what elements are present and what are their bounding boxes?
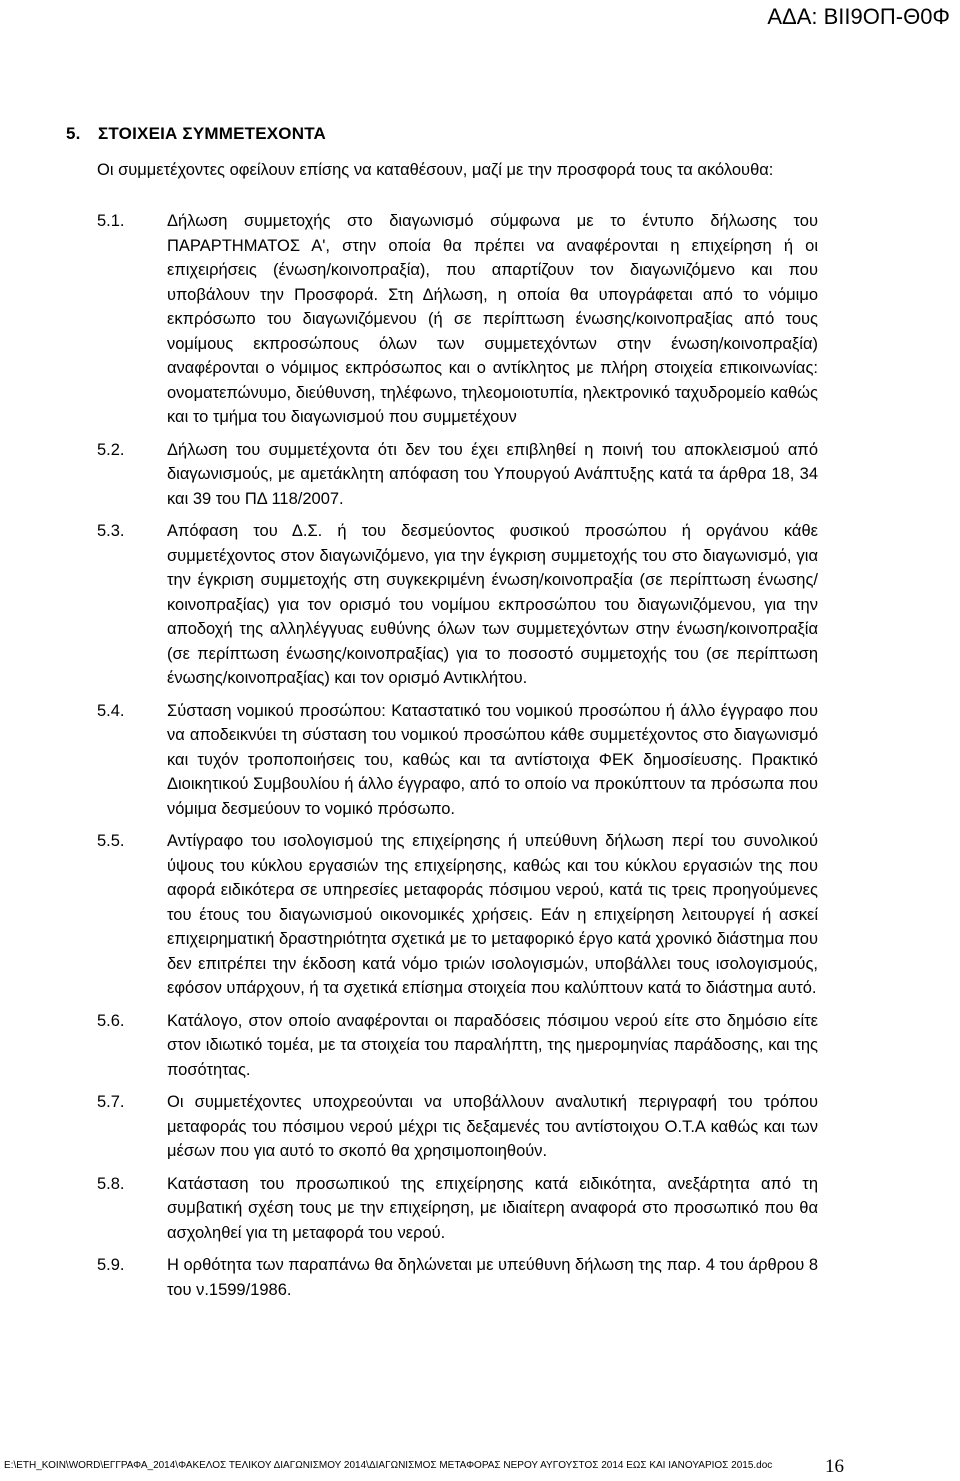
item-text: Δήλωση συμμετοχής στο διαγωνισμό σύμφωνα με το έντυπο δήλωσης του ΠΑΡΑΡΤΗΜΑΤΟΣ Α', στην οποία θα πρέπει να αναφέρονται η επιχείρηση ή οι επιχειρήσεις (ένωση/κοινοπραξία), που απαρτίζουν τον διαγωνιζόμενο και που υποβάλουν την Προσφορά. Στη Δήλωση, η οποία θα υπογράφεται από το νόμιμο εκπρόσωπο του διαγωνιζόμενου (ή σε περίπτωση ένωσης/κοινοπραξίας από τους νομίμους εκπροσώπους όλων των συμμετεχόντων στην ένωση/κοινοπραξία) αναφέρονται ο νόμιμος εκπρόσωπος και ο αντίκλητος με πλήρη στοιχεία επικοινωνίας: ονοματεπώνυμο, διεύθυνση, τηλέφωνο, τηλεομοιοτυπία, ηλεκτρονικό ταχυδρομείο καθώς και το τμήμα του διαγωνισμού που συμμετέχουν <box>167 212 818 426</box>
item-text: Αντίγραφο του ισολογισμού της επιχείρησης ή υπεύθυνη δήλωση περί του συνολικού ύψους του κύκλου εργασιών της επιχείρησης, καθώς και του κύκλου εργασιών της που αφορά ειδικότερα σε υπηρεσίες μεταφοράς πόσιμου νερού, κατά τις τρεις προηγούμενες του έτους του διαγωνισμού οικονομικές χρήσεις. Εάν η επιχείρηση λειτουργεί ή ασκεί επιχειρηματική δραστηριότητα σχετικά με το μεταφορικό έργο κατά χρονικό διάστημα που δεν επιτρέπει την έκδοση κατά νόμο τριών ισολογισμών, υποβάλλει τους ισολογισμούς, εφόσον υπάρχουν, ή τα σχετικά επίσημα στοιχεία που καλύπτουν κατά το διάστημα αυτό. <box>167 832 818 997</box>
item-number: 5.2. <box>97 440 125 459</box>
section-number: 5. <box>66 124 81 143</box>
item-text: Απόφαση του Δ.Σ. ή του δεσμεύοντος φυσικού προσώπου ή οργάνου κάθε συμμετέχοντος στον διαγωνιζόμενο, για την έγκριση συμμετοχής του στο διαγωνισμό, για την έγκριση συμμετοχής στη συγκεκριμένη ένωση/κοινοπραξία (σε περίπτωση ένωσης/κοινοπραξίας) για τον ορισμό του νομίμου εκπροσώπου του διαγωνιζόμενου, για την αποδοχή της αλληλέγγυας ευθύνης όλων των συμμετεχόντων στην ένωση/κοινοπραξία (σε περίπτωση ένωσης/κοινοπραξίας) για το ποσοστό συμμετοχής του (σε περίπτωση ένωσης/κοινοπραξίας) και τον ορισμό Αντικλήτου. <box>167 522 818 687</box>
item-number: 5.6. <box>97 1011 125 1030</box>
item-text: Δήλωση του συμμετέχοντα ότι δεν του έχει επιβληθεί η ποινή του αποκλεισμού από διαγωνισμούς, με αμετάκλητη απόφαση του Υπουργού Ανάπτυξης κατά τα άρθρα 18, 34 και 39 του ΠΔ 118/2007. <box>167 440 818 508</box>
list-item <box>66 699 818 822</box>
list-item <box>66 1009 818 1083</box>
list-item <box>66 1253 818 1302</box>
item-text: Η ορθότητα των παραπάνω θα δηλώνεται με υπεύθυνη δήλωση της παρ. 4 του άρθρου 8 του ν.1599/1986. <box>167 1256 818 1299</box>
item-number: 5.3. <box>97 522 125 540</box>
item-number: 5.9. <box>97 1256 125 1274</box>
list-item <box>66 829 818 1001</box>
document-code: ΑΔΑ: ΒΙΙ9ΟΠ-Θ0Φ <box>767 4 950 29</box>
list-item <box>66 519 818 691</box>
item-text: Οι συμμετέχοντες υποχρεούνται να υποβάλλουν αναλυτική περιγραφή του τρόπου μεταφοράς του πόσιμου νερού μέχρι τις δεξαμενές του αντίστοιχου Ο.Τ.Α καθώς και των μέσων που για αυτό το σκοπό θα χρησιμοποιηθούν. <box>167 1093 818 1160</box>
section-heading <box>66 124 326 144</box>
footer-file-path: E:\ΕΤΗ_ΚΟΙΝ\WORD\ΕΓΓΡΑΦΑ_2014\ΦΑΚΕΛΟΣ ΤΕΛΙΚΟΥ ΔΙΑΓΩΝΙΣΜΟΥ 2014\ΔΙΑΓΩΝΙΣΜΟΣ ΜΕΤΑΦΟΡΑΣ ΝΕΡΟΥ ΑΥΓΟΥΣΤΟΣ 2014 ΕΩΣ ΚΑΙ ΙΑΝΟΥΑΡΙΟΣ 2015.doc <box>4 1460 773 1471</box>
item-text: Σύσταση νομικού προσώπου: Καταστατικό του νομικού προσώπου ή άλλο έγγραφο που να αποδεικνύει τη σύσταση του νομικού προσώπου κάθε συμμετέχοντος στο διαγωνισμό και τυχόν τροποποιήσεις του, καθώς και τα αντίστοιχα ΦΕΚ δημοσίευσης. Πρακτικό Διοικητικού Συμβουλίου ή άλλο έγγραφο, από το οποίο να προκύπτουν τα πρόσωπα που νόμιμα δεσμεύουν το νομικό πρόσωπο. <box>167 701 818 818</box>
list-item <box>66 209 818 430</box>
item-number: 5.7. <box>97 1093 125 1111</box>
item-number: 5.1. <box>97 212 125 230</box>
section-title: ΣΤΟΙΧΕΙΑ ΣΥΜΜΕΤΕΧΟΝΤΑ <box>98 124 326 143</box>
list-item <box>66 1090 818 1164</box>
item-text: Κατάλογο, στον οποίο αναφέρονται οι παραδόσεις πόσιμου νερού είτε στο δημόσιο είτε στον ιδιωτικό τομέα, με τα στοιχεία του παραλήπτη, της ημερομηνίας παράδοσης, και της ποσότητας. <box>167 1011 818 1079</box>
item-text: Κατάσταση του προσωπικού της επιχείρησης κατά ειδικότητα, ανεξάρτητα από τη συμβατική σχέση τους με την επιχείρηση, με ιδιαίτερη αναφορά στο προσωπικό που θα ασχοληθεί για τη μεταφορά του νερού. <box>167 1174 818 1242</box>
page-number: 16 <box>825 1456 844 1477</box>
item-list <box>66 209 818 1310</box>
list-item <box>66 438 818 512</box>
list-item <box>66 1172 818 1246</box>
item-number: 5.5. <box>97 832 125 850</box>
section-intro: Οι συμμετέχοντες οφείλουν επίσης να καταθέσουν, μαζί με την προσφορά τους τα ακόλουθα: <box>97 161 774 179</box>
item-number: 5.4. <box>97 701 125 720</box>
item-number: 5.8. <box>97 1174 125 1193</box>
